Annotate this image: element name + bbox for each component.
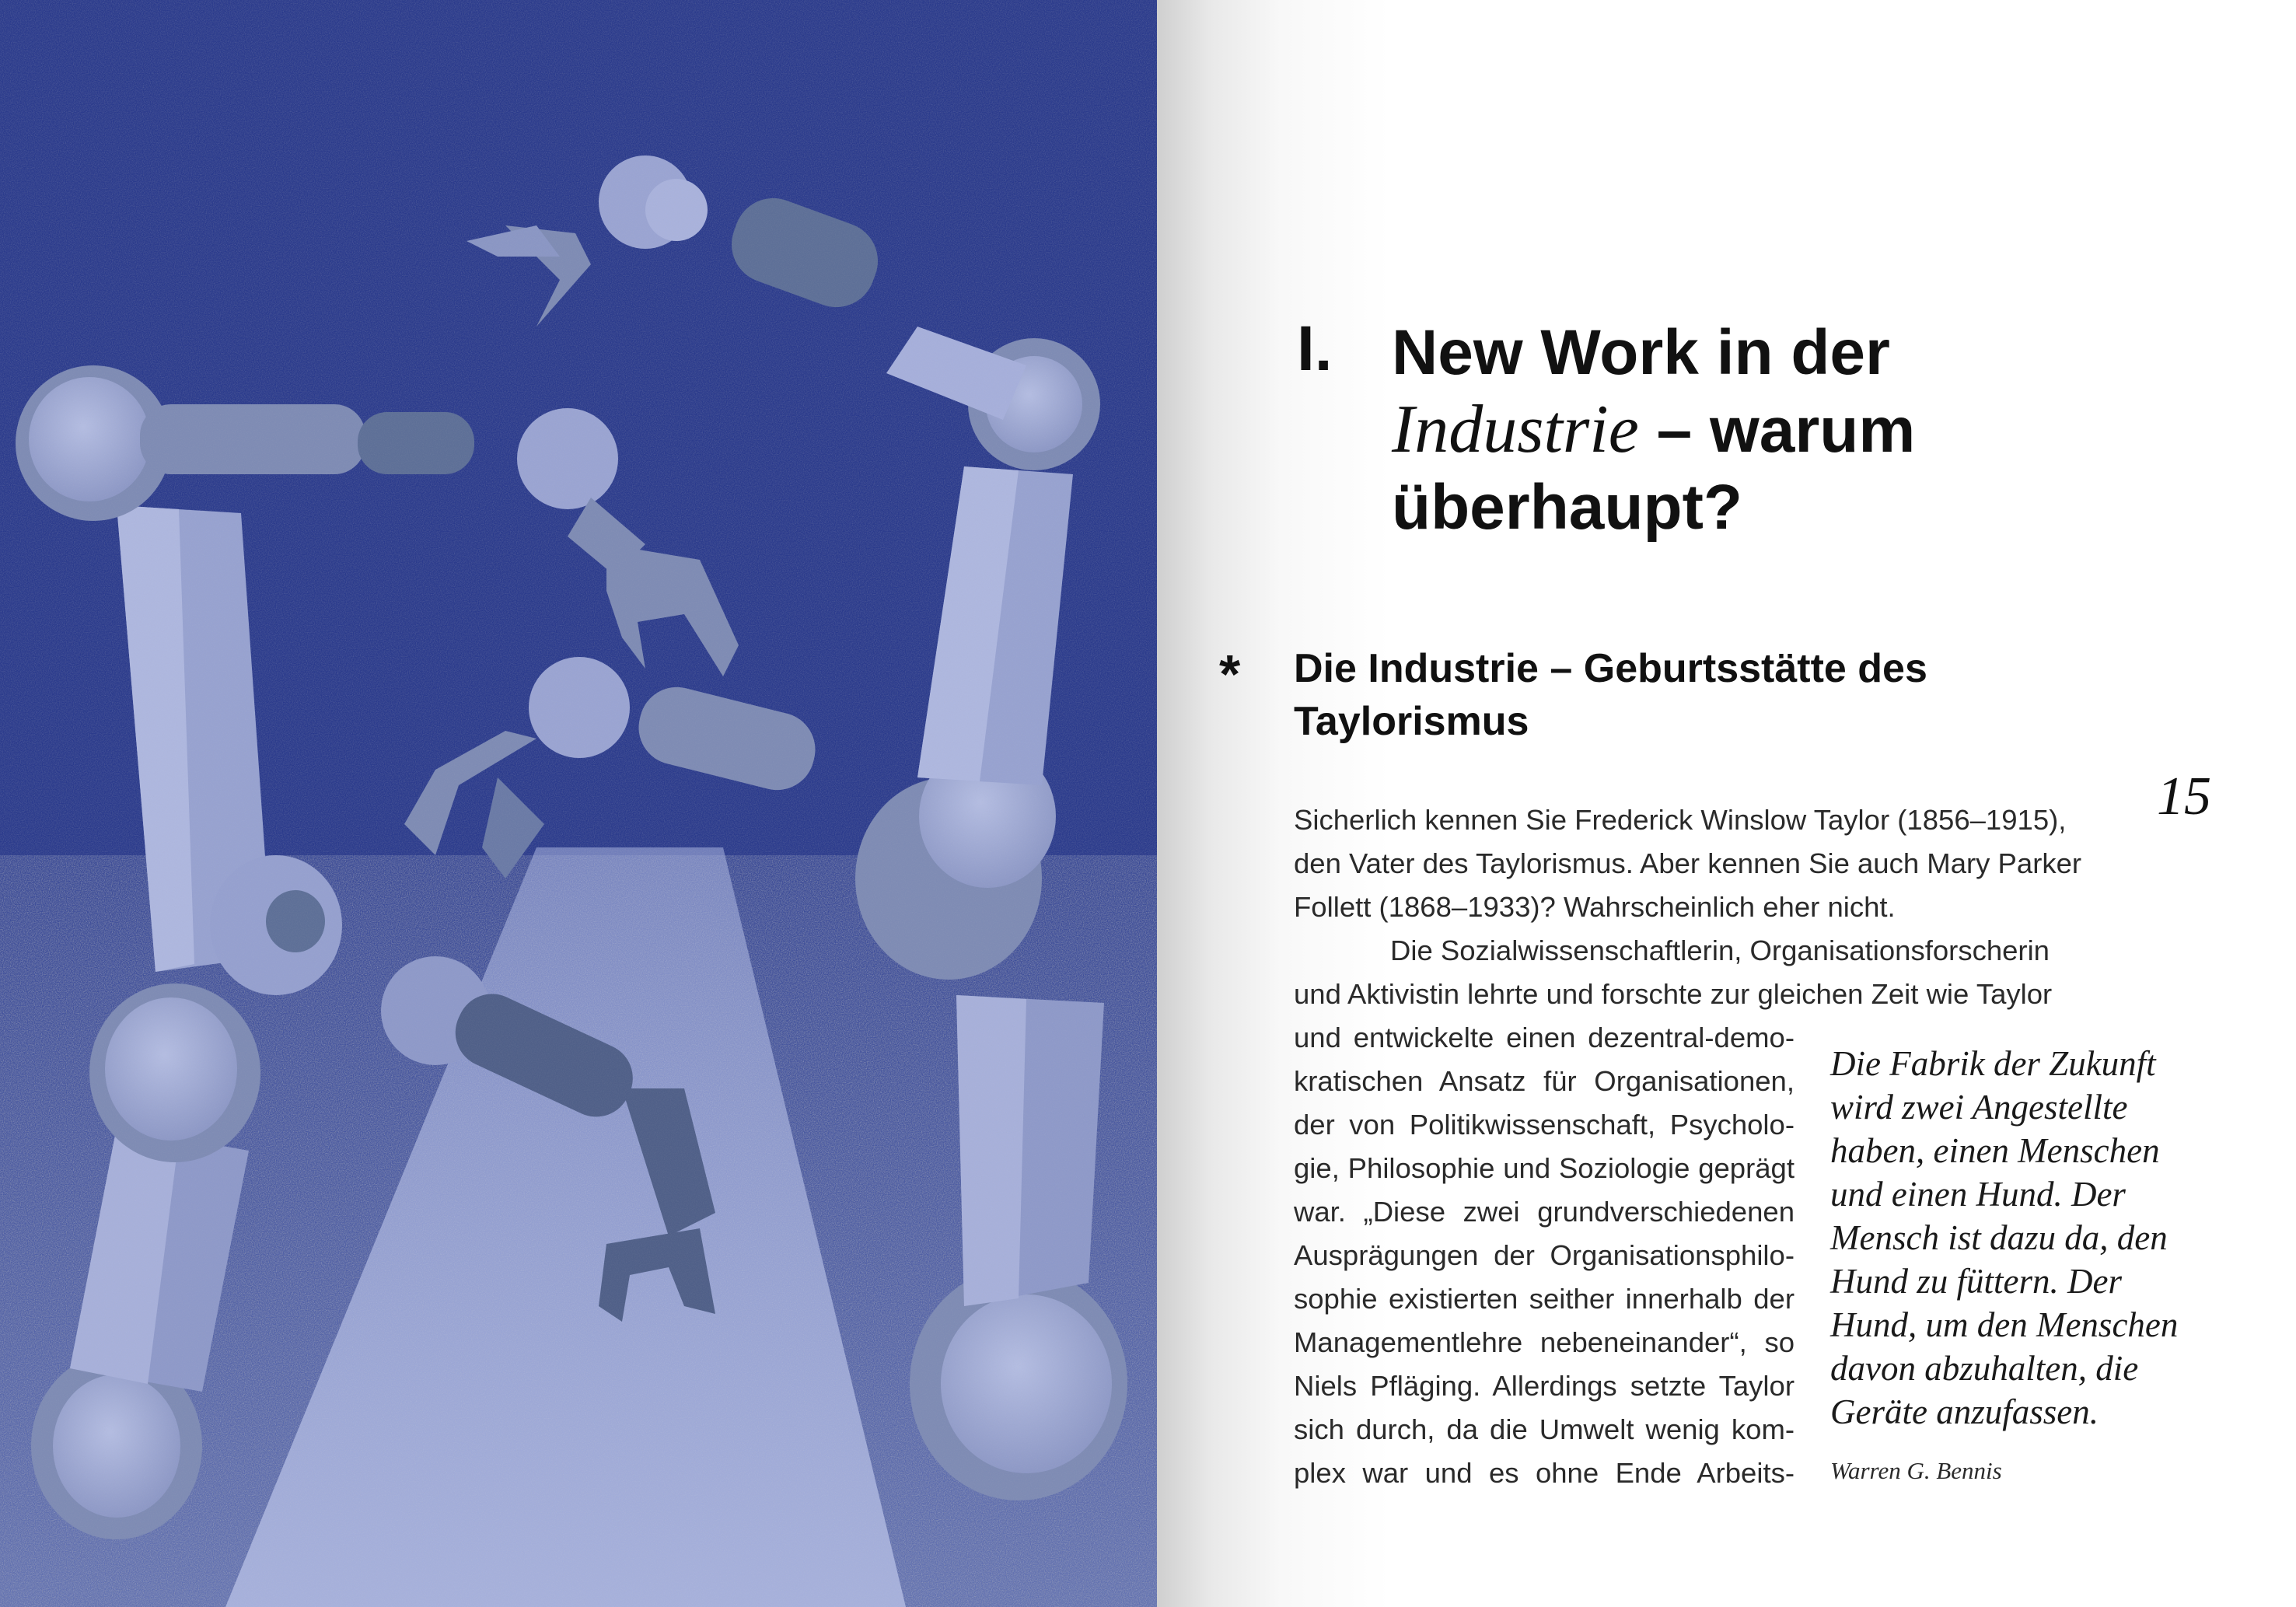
chapter-title-line1: New Work in der	[1392, 317, 1890, 388]
section-heading: Die Industrie – Geburtsstätte des Taylorismus	[1294, 646, 1927, 744]
section-marker: *	[1219, 644, 1241, 704]
chapter-title-line3: überhaupt?	[1392, 472, 1742, 543]
chapter-title	[1392, 314, 2092, 546]
quote-author: Warren G. Bennis	[1830, 1457, 2002, 1484]
body-text-full-width	[1294, 798, 2087, 1016]
chapter-title-italic: Industrie	[1392, 392, 1639, 467]
chapter-number: I.	[1297, 313, 1333, 384]
chapter-title-line2: – warum	[1656, 395, 1916, 466]
page-number: 15	[2157, 767, 2211, 826]
body-paragraph-1: Sicherlich kennen Sie Frederick Winslow Taylor (1856–1915), den Vater des Taylorismus. Aber kennen Sie auch Mary Parker Follett (1868–1933)? Wahrscheinlich eher nicht.	[1294, 804, 2082, 923]
body-paragraph-2: Die Sozialwissenschaftlerin, Organisationsforscherin und Aktivistin lehrte und forschte zur gleichen Zeit wie Taylor	[1294, 935, 2053, 1010]
body-text-column: und entwickelte einen dezentral-demokratischen Ansatz für Organisationen, der von Politikwissenschaft, Psychologie, Philosophie und Soziologie geprägt war. „Diese zwei grundverschiedenen Ausprägungen der Organisationsphilosophie existierten seither innerhalb der Managementlehre nebeneinander“, so Niels Pfläging. Allerdings setzte Taylor sich durch, da die Umwelt wenig komplex war und es ohne Ende Arbeits-	[1294, 1022, 1795, 1489]
pull-quote: Die Fabrik der Zukunft wird zwei Angestellte haben, einen Menschen und einen Hund. Der Mensch ist dazu da, den Hund zu füttern. Der Hund, um den Menschen davon abzuhalten, die Geräte anzufassen.	[1830, 1044, 2179, 1431]
